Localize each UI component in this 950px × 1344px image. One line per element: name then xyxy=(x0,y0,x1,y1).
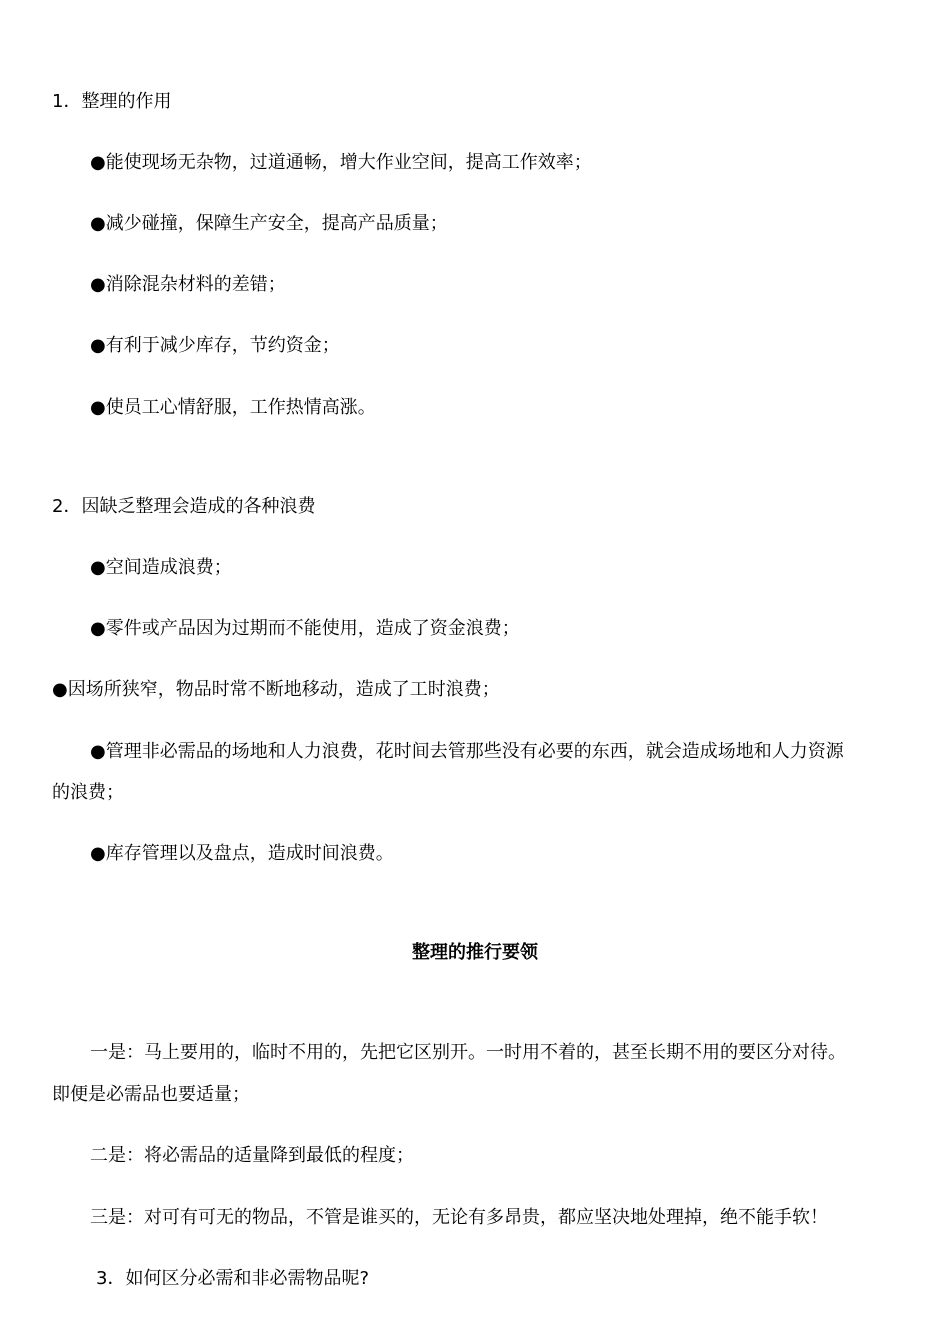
section-2-item: ●因场所狭窄，物品时常不断地移动，造成了工时浪费； xyxy=(52,679,500,700)
section-2-item: ●库存管理以及盘点，造成时间浪费。 xyxy=(90,843,394,864)
section-1-item: ●消除混杂材料的差错； xyxy=(90,274,286,295)
section-1-item: ●减少碰撞，保障生产安全，提高产品质量； xyxy=(90,213,448,234)
section-2-item-continued: 的浪费； xyxy=(52,782,124,803)
section-3-paragraph: 三是：对可有可无的物品，不管是谁买的，无论有多昂贵，都应坚决地处理掉，绝不能手软！ xyxy=(90,1207,828,1228)
section-2-item: ●管理非必需品的场地和人力浪费，花时间去管那些没有必要的东西，就会造成场地和人力资源 xyxy=(90,741,844,762)
section-2-title: 2．因缺乏整理会造成的各种浪费 xyxy=(52,496,316,517)
section-3-paragraph-continued: 即便是必需品也要适量； xyxy=(52,1084,250,1105)
section-3-paragraph: 二是：将必需品的适量降到最低的程度； xyxy=(90,1145,414,1166)
section-2-item: ●空间造成浪费； xyxy=(90,557,232,578)
section-1-title: 1．整理的作用 xyxy=(52,91,172,112)
section-2-item: ●零件或产品因为过期而不能使用，造成了资金浪费； xyxy=(90,618,520,639)
section-1-item: ●有利于减少库存，节约资金； xyxy=(90,335,340,356)
section-3-heading: 整理的推行要领 xyxy=(412,942,538,963)
section-1-item: ●使员工心情舒服，工作热情高涨。 xyxy=(90,397,376,418)
section-3-question: 3．如何区分必需和非必需物品呢? xyxy=(96,1268,370,1289)
section-1-item: ●能使现场无杂物，过道通畅，增大作业空间，提高工作效率； xyxy=(90,152,592,173)
section-3-paragraph: 一是：马上要用的，临时不用的，先把它区别开。一时用不着的，甚至长期不用的要区分对待。 xyxy=(90,1042,846,1063)
